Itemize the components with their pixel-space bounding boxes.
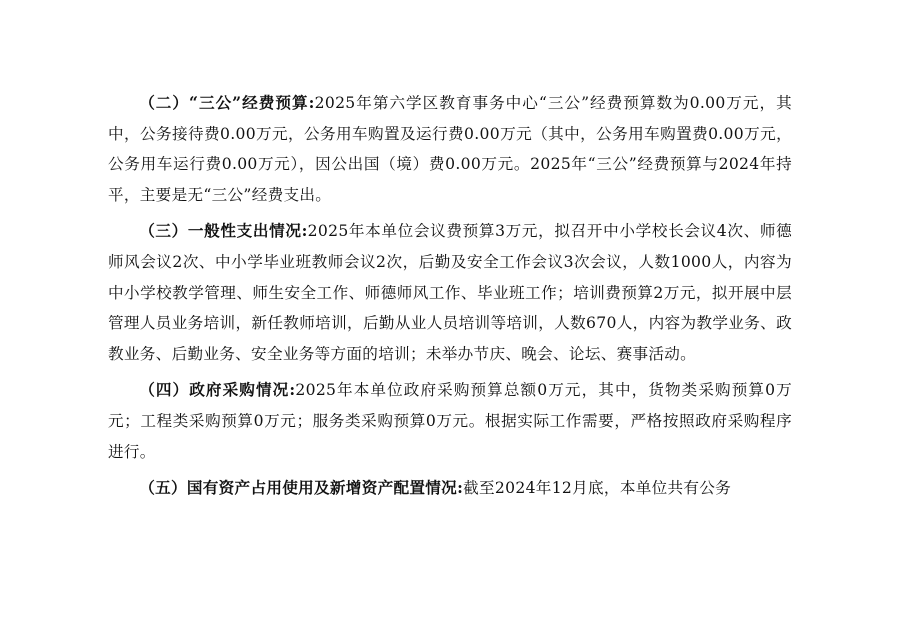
document-page xyxy=(108,88,792,510)
section-body: 2025年第六学区教育事务中心“三公”经费预算数为0.00万元，其中，公务接待费0.00万元，公务用车购置及运行费0.00万元（其中，公务用车购置费0.00万元，公务用车运行费0.00万元），因公出国（境）费0.00万元。2025年“三公”经费预算与2024年持平，主要是无“三公”经费支出。 xyxy=(108,94,793,204)
section-heading: （五）国有资产占用使用及新增资产配置情况: xyxy=(139,478,464,498)
section-state-assets xyxy=(108,473,792,504)
section-body: 2025年本单位政府采购预算总额0万元，其中，货物类采购预算0万元；工程类采购预算0万元；服务类采购预算0万元。根据实际工作需要，严格按照政府采购程序进行。 xyxy=(108,381,792,461)
section-body: 截至2024年12月底，本单位共有公务 xyxy=(463,479,732,498)
section-government-procurement xyxy=(108,375,792,467)
section-heading: （二）“三公”经费预算: xyxy=(139,93,315,112)
section-body: 2025年本单位会议费预算3万元，拟召开中小学校长会议4次、师德师风会议2次、中小学毕业班教师会议2次，后勤及安全工作会议3次会议，人数1000人，内容为中小学校教学管理、师生安全工作、师德师风工作、毕业班工作；培训费预算2万元，拟开展中层管理人员业务培训，新任教师培训，后勤从业人员培训等培训，人数670人，内容为教学业务、政教业务、后勤业务、安全业务等方面的培训；未举办节庆、晚会、论坛、赛事活动。 xyxy=(108,222,792,363)
section-general-expenditure xyxy=(108,216,792,369)
section-three-public-funds xyxy=(108,88,792,210)
section-heading: （四）政府采购情况: xyxy=(139,380,296,400)
section-heading: （三）一般性支出情况: xyxy=(139,221,308,241)
